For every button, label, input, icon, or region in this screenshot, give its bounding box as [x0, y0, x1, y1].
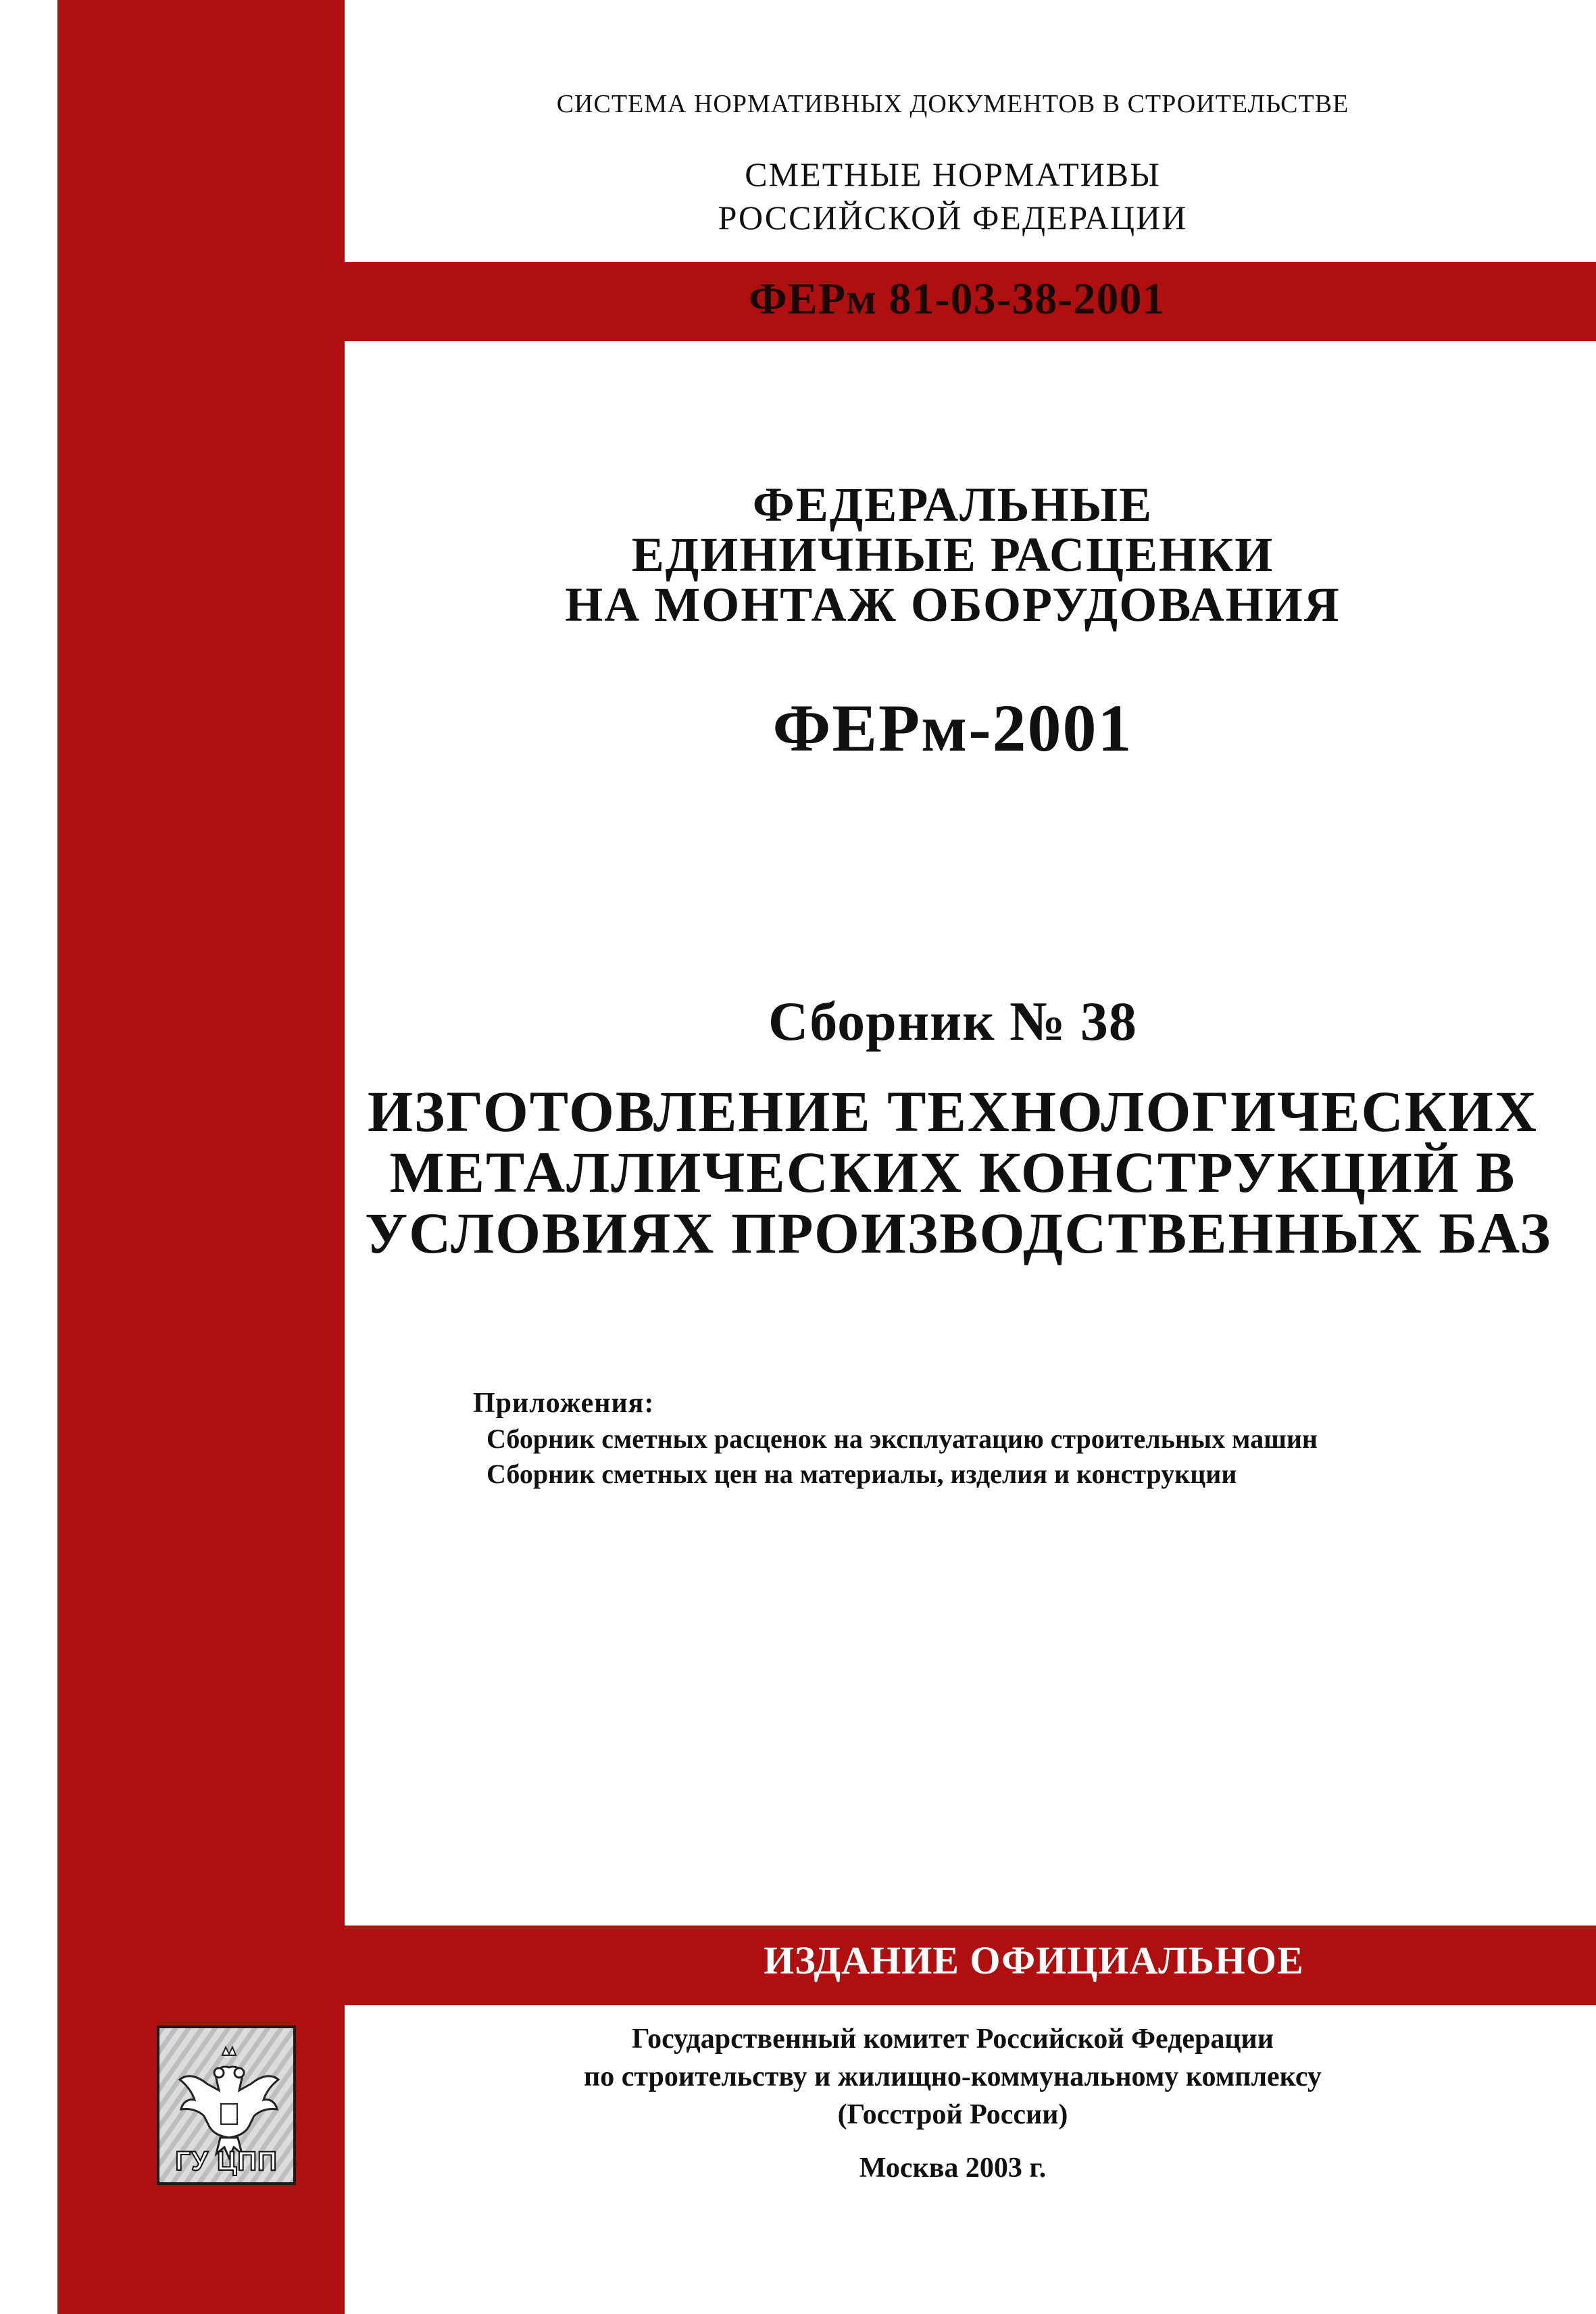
subtitle — [365, 153, 1541, 239]
main-title-line: ЕДИНИЧНЫЕ РАСЦЕНКИ — [631, 528, 1274, 582]
appendix-label: Приложения: — [473, 1388, 655, 1419]
publisher — [365, 2020, 1541, 2134]
official-edition-label: ИЗДАНИЕ ОФИЦИАЛЬНОЕ — [764, 1938, 1304, 1982]
volume-title-line: ИЗГОТОВЛЕНИЕ ТЕХНОЛОГИЧЕСКИХ — [368, 1079, 1538, 1144]
volume-title-line: МЕТАЛЛИЧЕСКИХ КОНСТРУКЦИЙ В — [389, 1140, 1516, 1205]
appendix-item: Сборник сметных цен на материалы, изделия и конструкции — [487, 1459, 1237, 1489]
publisher-line: Государственный комитет Российской Федерации — [632, 2023, 1274, 2055]
appendix-item: Сборник сметных расценок на эксплуатацию строительных машин — [487, 1424, 1318, 1454]
document-code: ФЕРм 81-03-38-2001 — [749, 274, 1166, 324]
publisher-line: (Госстрой России) — [837, 2099, 1068, 2130]
main-title-line: НА МОНТАЖ ОБОРУДОВАНИЯ — [565, 578, 1341, 632]
stamp-caption: ГУ ЦПП — [175, 2146, 278, 2176]
volume-title — [365, 1079, 1552, 1265]
series-header: СИСТЕМА НОРМАТИВНЫХ ДОКУМЕНТОВ В СТРОИТЕЛЬСТВЕ — [556, 90, 1349, 118]
appendix-block — [473, 1385, 1318, 1492]
cover-red-column-middle — [57, 341, 345, 1926]
short-name: ФЕРм-2001 — [772, 690, 1133, 765]
certification-stamp — [157, 2026, 296, 2185]
volume-title-line: УСЛОВИЯХ ПРОИЗВОДСТВЕННЫХ БАЗ — [365, 1201, 1552, 1265]
subtitle-line: РОССИЙСКОЙ ФЕДЕРАЦИИ — [718, 199, 1188, 236]
publisher-line: по строительству и жилищно-коммунальному комплексу — [584, 2061, 1322, 2092]
cover-red-column-top — [57, 0, 345, 262]
city-year: Москва 2003 г. — [859, 2153, 1047, 2184]
main-title — [365, 480, 1541, 630]
subtitle-line: СМЕТНЫЕ НОРМАТИВЫ — [745, 155, 1161, 193]
collection-label: Сборник № 38 — [768, 990, 1137, 1052]
main-title-line: ФЕДЕРАЛЬНЫЕ — [752, 478, 1153, 532]
